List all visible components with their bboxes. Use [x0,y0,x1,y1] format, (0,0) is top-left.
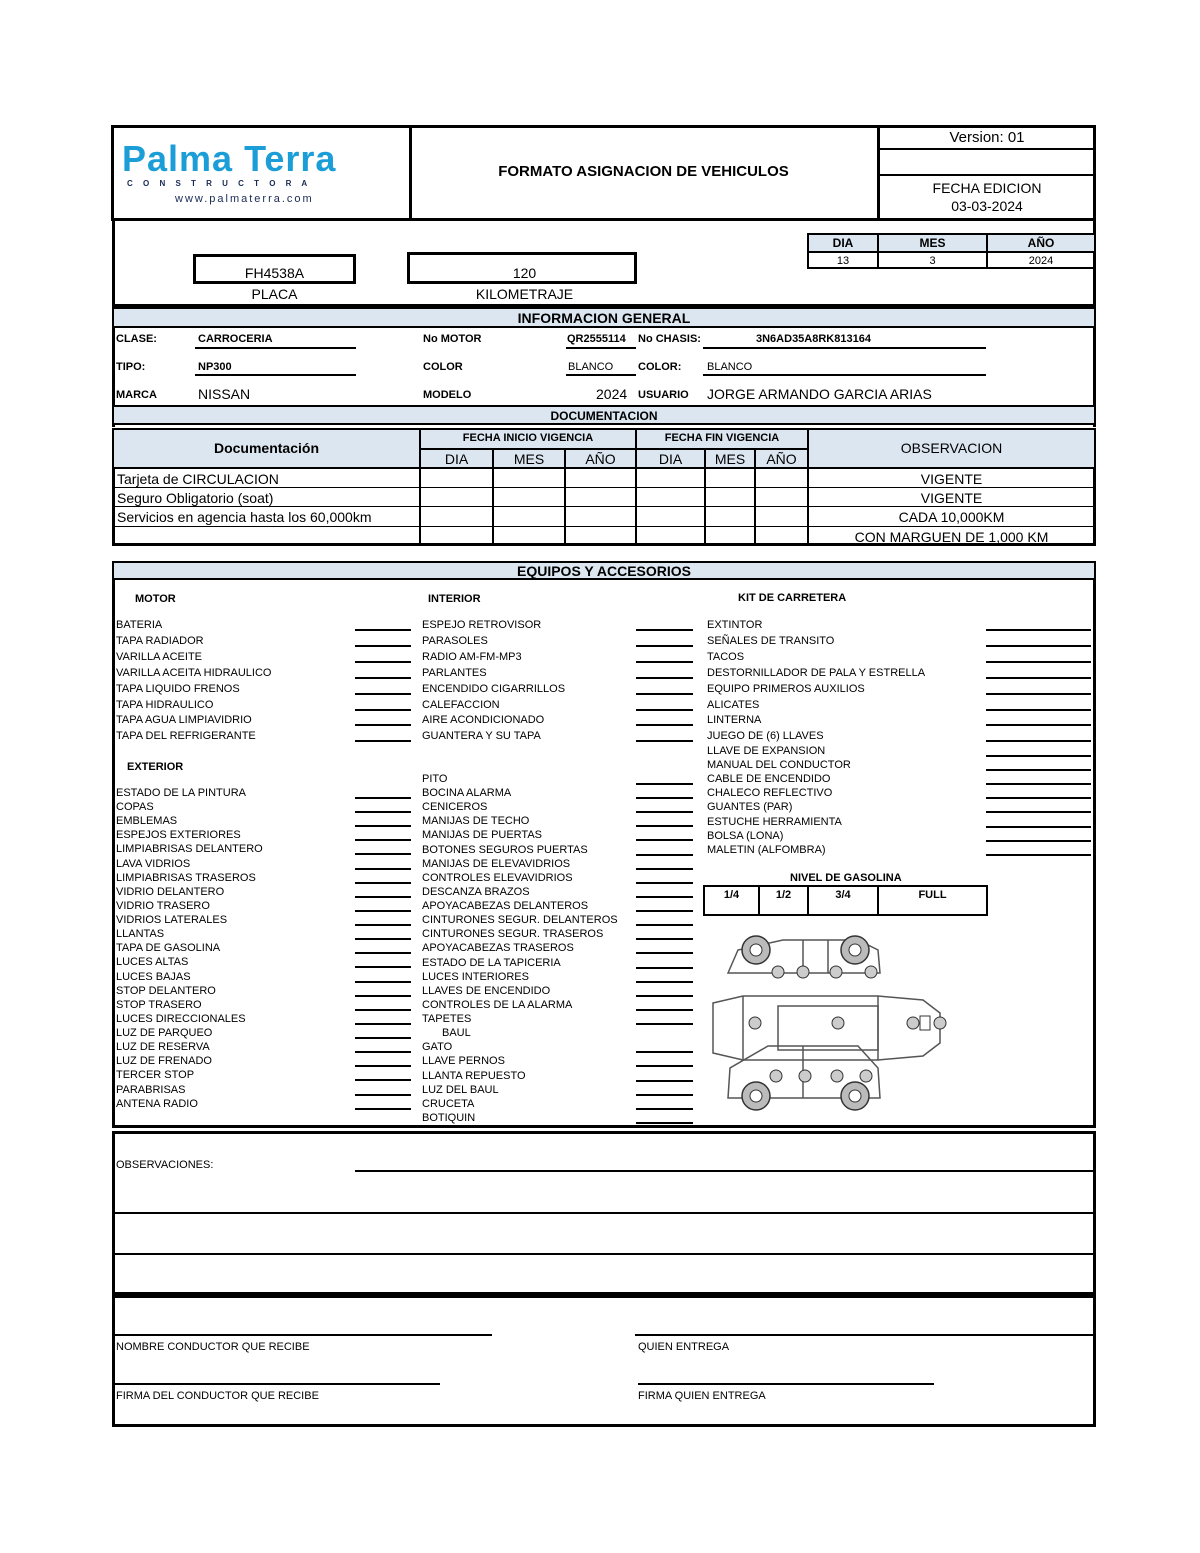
doc-row-1: Tarjeta de CIRCULACION [117,471,279,487]
kit-check-line[interactable] [986,709,1091,711]
interior-item: LUCES INTERIORES [422,971,529,983]
exterior-check-line[interactable] [355,981,411,983]
exterior-check-line[interactable] [355,1108,411,1110]
kit-check-line[interactable] [986,629,1091,631]
clase-label: CLASE: [116,333,157,345]
interior-item: CENICEROS [422,801,488,813]
kit-check-line[interactable] [986,645,1091,647]
doc-inicio-mes: MES [513,451,545,467]
kit-item: JUEGO DE (6) LLAVES [707,730,824,742]
modelo-value: 2024 [596,386,628,402]
motor-item: BATERIA [116,619,163,631]
kit-item: DESTORNILLADOR DE PALA Y ESTRELLA [707,667,926,679]
motor-item: VARILLA ACEITE [116,651,203,663]
interior-item: PARASOLES [422,635,488,647]
exterior-item: VIDRIO TRASERO [116,900,210,912]
exterior-check-line[interactable] [355,910,411,912]
exterior-check-line[interactable] [355,811,411,813]
modelo-label: MODELO [423,389,472,401]
exterior-item: STOP TRASERO [116,999,202,1011]
interior-check-line[interactable] [636,709,693,711]
exterior-check-line[interactable] [355,1051,411,1053]
interior-check-line[interactable] [636,1023,693,1025]
interior-check-line[interactable] [636,1122,693,1124]
clase-value: CARROCERIA [198,333,273,345]
km-value: 120 [512,265,537,281]
interior-check-line[interactable] [636,1094,693,1096]
interior-check-line[interactable] [636,811,693,813]
interior-item: APOYACABEZAS DELANTEROS [422,900,589,912]
exterior-check-line[interactable] [355,1037,411,1039]
exterior-item: LUZ DE PARQUEO [116,1027,213,1039]
exterior-check-line[interactable] [355,1094,411,1096]
interior-check-line[interactable] [636,981,693,983]
kit-check-line[interactable] [986,677,1091,679]
motor-check-line[interactable] [355,661,411,663]
kit-title: KIT DE CARRETERA [738,592,847,604]
doc-fin-anio: AÑO [766,451,797,467]
page-title: FORMATO ASIGNACION DE VEHICULOS [498,163,789,180]
motor-check-line[interactable] [355,740,411,742]
kit-item: CHALECO REFLECTIVO [707,787,833,799]
interior-item: MANIJAS DE TECHO [422,815,530,827]
motor-item: TAPA DEL REFRIGERANTE [116,730,256,742]
kit-item: MALETIN (ALFOMBRA) [707,844,826,856]
exterior-check-line[interactable] [355,797,411,799]
placa-value: FH4538A [244,265,305,281]
marca-label: MARCA [116,389,157,401]
kit-item: GUANTES (PAR) [707,801,793,813]
exterior-check-line[interactable] [355,1065,411,1067]
interior-check-line[interactable] [636,882,693,884]
kit-item: ESTUCHE HERRAMIENTA [707,816,842,828]
exterior-check-line[interactable] [355,1009,411,1011]
interior-item: BOTONES SEGUROS PUERTAS [422,844,588,856]
nombre-conductor-label: NOMBRE CONDUCTOR QUE RECIBE [116,1341,310,1353]
kit-item: LLAVE DE EXPANSION [707,745,826,757]
info-general-title: INFORMACION GENERAL [112,307,1096,328]
exterior-check-line[interactable] [355,853,411,855]
gas-title: NIVEL DE GASOLINA [790,872,902,884]
exterior-check-line[interactable] [355,1079,411,1081]
kit-item: LINTERNA [707,714,762,726]
exterior-check-line[interactable] [355,995,411,997]
car-diagram [708,928,958,1118]
tipo-label: TIPO: [116,361,146,373]
interior-item: LLAVES DE ENCENDIDO [422,985,551,997]
interior-check-line[interactable] [636,868,693,870]
exterior-item: LIMPIABRISAS TRASEROS [116,872,256,884]
exterior-check-line[interactable] [355,868,411,870]
documentacion-title: DOCUMENTACION [112,405,1096,425]
kit-check-line[interactable] [986,724,1091,726]
interior-check-line[interactable] [636,1009,693,1011]
interior-check-line[interactable] [636,995,693,997]
exterior-item: TERCER STOP [116,1069,195,1081]
logo-subtitle: C O N S T R U C T O R A [127,179,312,188]
doc-fin-dia: DIA [658,451,683,467]
kit-check-line[interactable] [986,740,1091,742]
interior-check-line[interactable] [636,910,693,912]
interior-check-line[interactable] [636,629,693,631]
color2-value: BLANCO [707,361,753,373]
exterior-item: ESPEJOS EXTERIORES [116,829,241,841]
observaciones-label: OBSERVACIONES: [116,1159,214,1171]
exterior-item: COPAS [116,801,154,813]
exterior-item: LUCES DIRECCIONALES [116,1013,246,1025]
interior-title: INTERIOR [428,593,481,605]
interior-item: PARLANTES [422,667,487,679]
doc-col-obs: OBSERVACION [900,440,1003,456]
doc-row-1-obs: VIGENTE [920,471,983,487]
equipos-title: EQUIPOS Y ACCESORIOS [112,561,1096,580]
doc-inicio-anio: AÑO [585,451,616,467]
exterior-item: STOP DELANTERO [116,985,216,997]
interior-check-line[interactable] [636,896,693,898]
kit-check-line[interactable] [986,661,1091,663]
interior-item: LLAVE PERNOS [422,1055,505,1067]
interior-item: CRUCETA [422,1098,475,1110]
interior-check-line[interactable] [636,797,693,799]
interior-item: RADIO AM-FM-MP3 [422,651,522,663]
exterior-check-line[interactable] [355,896,411,898]
interior-check-line[interactable] [636,825,693,827]
date-mes-label: MES [919,236,946,250]
interior-check-line[interactable] [636,1051,693,1053]
kit-item: CABLE DE ENCENDIDO [707,773,831,785]
km-label: KILOMETRAJE [475,286,574,302]
interior-item: MANIJAS DE PUERTAS [422,829,543,841]
chasis-value: 3N6AD35A8RK813164 [756,333,871,345]
logo: Palma Terra [122,138,337,179]
interior-item: GUANTERA Y SU TAPA [422,730,541,742]
kit-check-line[interactable] [986,811,1091,813]
exterior-title: EXTERIOR [127,761,184,773]
doc-row-3-obs: CADA 10,000KM [898,509,1005,525]
exterior-item: PARABRISAS [116,1084,186,1096]
motor-item: TAPA AGUA LIMPIAVIDRIO [116,714,252,726]
interior-check-line[interactable] [636,938,693,940]
exterior-check-line[interactable] [355,825,411,827]
interior-check-line[interactable] [636,693,693,695]
interior-check-line[interactable] [636,783,693,785]
color2-label: COLOR: [638,361,682,373]
kit-check-line[interactable] [986,769,1091,771]
exterior-item: ESTADO DE LA PINTURA [116,787,246,799]
motor-check-line[interactable] [355,677,411,679]
motor-check-line[interactable] [355,629,411,631]
interior-item: DESCANZA BRAZOS [422,886,530,898]
usuario-value: JORGE ARMANDO GARCIA ARIAS [707,386,932,402]
motor-item: TAPA LIQUIDO FRENOS [116,683,240,695]
date-mes: 3 [929,255,936,267]
interior-check-line[interactable] [636,839,693,841]
doc-fin-mes: MES [714,451,746,467]
motor-label: No MOTOR [423,333,482,345]
kit-item: BOLSA (LONA) [707,830,784,842]
kit-check-line[interactable] [986,854,1091,856]
interior-item: CONTROLES DE LA ALARMA [422,999,573,1011]
interior-item: CINTURONES SEGUR. DELANTEROS [422,914,618,926]
chasis-label: No CHASIS: [638,333,701,345]
motor-item: TAPA HIDRAULICO [116,699,214,711]
exterior-check-line[interactable] [355,966,411,968]
motor-check-line[interactable] [355,709,411,711]
exterior-check-line[interactable] [355,938,411,940]
kit-item: SEÑALES DE TRANSITO [707,635,835,647]
interior-item: BOCINA ALARMA [422,787,512,799]
exterior-item: LIMPIABRISAS DELANTERO [116,843,263,855]
color-value: BLANCO [568,361,614,373]
exterior-item: ANTENA RADIO [116,1098,198,1110]
logo-url: www.palmaterra.com [175,193,314,205]
interior-check-line[interactable] [636,1108,693,1110]
interior-check-line[interactable] [636,952,693,954]
gas-full[interactable]: FULL [918,889,947,901]
interior-item: CONTROLES ELEVAVIDRIOS [422,872,573,884]
tipo-value: NP300 [198,361,232,373]
interior-check-line[interactable] [636,1080,693,1082]
exterior-check-line[interactable] [355,839,411,841]
kit-check-line[interactable] [986,797,1091,799]
exterior-item: VIDRIO DELANTERO [116,886,225,898]
exterior-check-line[interactable] [355,1023,411,1025]
doc-row-4-obs: CON MARGUEN DE 1,000 KM [854,529,1049,545]
interior-item: ENCENDIDO CIGARRILLOS [422,683,566,695]
interior-item: LUZ DEL BAUL [422,1084,499,1096]
kit-check-line[interactable] [986,783,1091,785]
exterior-item: LAVA VIDRIOS [116,858,191,870]
quien-entrega-label: QUIEN ENTREGA [638,1341,730,1353]
doc-row-2-obs: VIGENTE [920,490,983,506]
motor-item: TAPA RADIADOR [116,635,204,647]
kit-check-line[interactable] [986,755,1091,757]
exterior-check-line[interactable] [355,952,411,954]
interior-check-line[interactable] [636,1065,693,1067]
interior-item: BAUL [442,1027,471,1039]
interior-item: CALEFACCION [422,699,500,711]
interior-item: AIRE ACONDICIONADO [422,714,545,726]
gas-1-4[interactable]: 1/4 [723,889,740,901]
exterior-item: LUCES ALTAS [116,956,189,968]
interior-item: BOTIQUIN [422,1112,476,1124]
exterior-item: LUZ DE RESERVA [116,1041,210,1053]
kit-item: EXTINTOR [707,619,763,631]
kit-check-line[interactable] [986,693,1091,695]
interior-item: ESTADO DE LA TAPICERIA [422,957,561,969]
version: Version: 01 [949,129,1025,146]
interior-check-line[interactable] [636,967,693,969]
motor-title: MOTOR [135,593,176,605]
gas-1-2[interactable]: 1/2 [775,889,792,901]
doc-col-inicio: FECHA INICIO VIGENCIA [462,432,594,444]
doc-inicio-dia: DIA [444,451,469,467]
doc-row-2: Seguro Obligatorio (soat) [117,490,274,506]
interior-check-line[interactable] [636,924,693,926]
interior-check-line[interactable] [636,661,693,663]
interior-item: TAPETES [422,1013,472,1025]
edition-label: FECHA EDICION [932,180,1042,196]
usuario-label: USUARIO [638,389,689,401]
kit-check-line[interactable] [986,840,1091,842]
kit-item: TACOS [707,651,745,663]
exterior-item: LUZ DE FRENADO [116,1055,212,1067]
interior-check-line[interactable] [636,724,693,726]
exterior-item: LLANTAS [116,928,165,940]
interior-item: APOYACABEZAS TRASEROS [422,942,574,954]
motor-item: VARILLA ACEITA HIDRAULICO [116,667,272,679]
exterior-check-line[interactable] [355,882,411,884]
placa-label: PLACA [251,286,298,302]
exterior-item: EMBLEMAS [116,815,178,827]
kit-item: ALICATES [707,699,760,711]
doc-row-3: Servicios en agencia hasta los 60,000km [117,509,372,525]
date-anio: 2024 [1028,255,1054,267]
motor-check-line[interactable] [355,645,411,647]
color-label: COLOR [423,361,463,373]
interior-item: LLANTA REPUESTO [422,1070,526,1082]
date-dia: 13 [836,255,850,267]
kit-check-line[interactable] [986,826,1091,828]
interior-check-line[interactable] [636,740,693,742]
exterior-item: LUCES BAJAS [116,971,191,983]
kit-item: MANUAL DEL CONDUCTOR [707,759,851,771]
interior-check-line[interactable] [636,854,693,856]
motor-check-line[interactable] [355,724,411,726]
date-anio-label: AÑO [1027,236,1055,250]
interior-item: MANIJAS DE ELEVAVIDRIOS [422,858,571,870]
interior-item: CINTURONES SEGUR. TRASEROS [422,928,604,940]
signature-box [112,1295,1096,1427]
motor-check-line[interactable] [355,693,411,695]
motor-value: QR2555114 [567,333,626,345]
exterior-check-line[interactable] [355,924,411,926]
kit-item: EQUIPO PRIMEROS AUXILIOS [707,683,865,695]
exterior-item: VIDRIOS LATERALES [116,914,228,926]
interior-check-line[interactable] [636,677,693,679]
doc-col-documentacion: Documentación [213,440,319,456]
gas-3-4[interactable]: 3/4 [835,889,851,901]
interior-item: PITO [422,773,448,785]
doc-col-fin: FECHA FIN VIGENCIA [664,432,780,444]
exterior-item: TAPA DE GASOLINA [116,942,221,954]
firma-quien-label: FIRMA QUIEN ENTREGA [638,1390,766,1402]
date-dia-label: DIA [832,236,854,250]
interior-item: GATO [422,1041,453,1053]
marca-value: NISSAN [198,386,251,402]
interior-check-line[interactable] [636,645,693,647]
firma-conductor-label: FIRMA DEL CONDUCTOR QUE RECIBE [116,1390,319,1402]
interior-item: ESPEJO RETROVISOR [422,619,542,631]
edition-date: 03-03-2024 [951,198,1023,214]
